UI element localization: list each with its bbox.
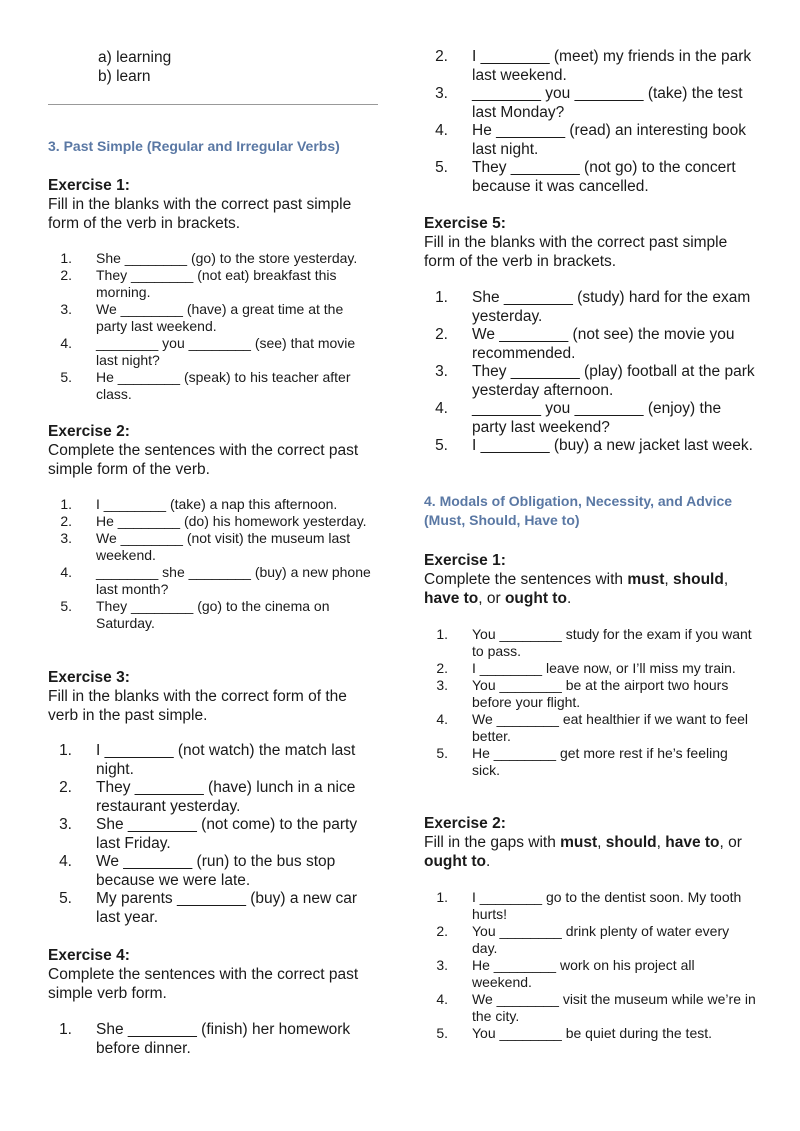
modals-exercise-1-list <box>424 626 758 779</box>
list-item: 2. They ________ (have) lunch in a nice restaurant yesterday. <box>59 779 356 815</box>
modals-exercise-2 <box>424 814 758 871</box>
exercise-1-list <box>48 250 378 403</box>
carry-over-options <box>98 48 171 86</box>
modals-exercise-1 <box>424 551 758 608</box>
list-item: 3. ________ you ________ (take) the test last Monday? <box>435 85 743 121</box>
exercise-instruction: Complete the sentences with must, should, have to, or ought to. <box>424 571 729 607</box>
exercise-instruction: Fill in the blanks with the correct past simple form of the verb in brackets. <box>48 196 352 232</box>
list-item: 1. I ________ go to the dentist soon. My tooth hurts! <box>436 889 742 922</box>
list-item: 1. She ________ (go) to the store yesterday. <box>60 250 358 266</box>
list-item: 4. ________ you ________ (enjoy) the party last weekend? <box>435 400 722 436</box>
list-item: 1. I ________ (take) a nap this afternoon. <box>60 496 338 512</box>
exercise-instruction: Complete the sentences with the correct past simple form of the verb. <box>48 442 359 478</box>
exercise-instruction: Fill in the gaps with must, should, have to, or ought to. <box>424 834 742 870</box>
exercise-heading: Exercise 4: <box>48 947 130 964</box>
list-item: 3. They ________ (play) football at the park yesterday afternoon. <box>435 363 755 399</box>
list-item: 4. ________ she ________ (buy) a new phone last month? <box>60 564 371 597</box>
section-title-modals: 4. Modals of Obligation, Necessity, and Advice (Must, Should, Have to) <box>424 493 733 528</box>
section-title-past-simple: 3. Past Simple (Regular and Irregular Verbs) <box>48 138 340 154</box>
exercise-3-list <box>48 742 378 927</box>
list-item: 2. They ________ (not eat) breakfast this morning. <box>60 267 337 300</box>
list-item: 4. We ________ eat healthier if we want to feel better. <box>436 711 749 744</box>
list-item: 5. He ________ (speak) to his teacher after class. <box>60 369 351 402</box>
exercise-2-list <box>48 496 378 632</box>
exercise-heading: Exercise 1: <box>424 552 506 569</box>
exercise-instruction: Fill in the blanks with the correct past simple form of the verb in brackets. <box>424 234 728 270</box>
exercise-heading: Exercise 5: <box>424 215 506 232</box>
exercise-4-list-continued <box>424 48 758 196</box>
exercise-2 <box>48 422 378 479</box>
list-item: 3. We ________ (have) a great time at the party last weekend. <box>60 301 344 334</box>
list-item: 5. They ________ (not go) to the concert because it was cancelled. <box>435 159 736 195</box>
exercise-heading: Exercise 2: <box>48 423 130 440</box>
list-item: 5. He ________ get more rest if he’s feeling sick. <box>436 745 728 778</box>
list-item: 1. You ________ study for the exam if you want to pass. <box>436 626 752 659</box>
list-item: 3. You ________ be at the airport two hours before your flight. <box>436 677 729 710</box>
section-divider <box>48 104 378 105</box>
modals-exercise-2-list <box>424 889 758 1042</box>
list-item: 4. He ________ (read) an interesting book last night. <box>435 122 747 158</box>
list-item: 2. I ________ leave now, or I’ll miss my train. <box>436 660 736 676</box>
exercise-5 <box>424 214 758 271</box>
list-item: 3. He ________ work on his project all weekend. <box>436 957 695 990</box>
list-item: 3. She ________ (not come) to the party last Friday. <box>59 816 358 852</box>
list-item: 4. We ________ visit the museum while we’re in the city. <box>436 991 756 1024</box>
list-item: 1. She ________ (study) hard for the exam yesterday. <box>435 289 751 325</box>
exercise-heading: Exercise 3: <box>48 669 130 686</box>
list-item: 1. I ________ (not watch) the match last night. <box>59 742 356 778</box>
list-item: 1. She ________ (finish) her homework before dinner. <box>59 1021 351 1057</box>
exercise-heading: Exercise 2: <box>424 815 506 832</box>
exercise-instruction: Complete the sentences with the correct past simple verb form. <box>48 966 359 1002</box>
list-item: 4. ________ you ________ (see) that movie last night? <box>60 335 356 368</box>
list-item: 2. You ________ drink plenty of water every day. <box>436 923 730 956</box>
exercise-4-list <box>48 1021 378 1058</box>
list-item: 4. We ________ (run) to the bus stop because we were late. <box>59 853 336 889</box>
exercise-3 <box>48 668 378 725</box>
option-a: a) learning <box>98 49 172 66</box>
option-b: b) learn <box>98 68 151 85</box>
list-item: 5. I ________ (buy) a new jacket last week. <box>435 437 753 454</box>
list-item: 2. I ________ (meet) my friends in the park last weekend. <box>435 48 752 84</box>
list-item: 5. You ________ be quiet during the test. <box>436 1025 713 1041</box>
exercise-1 <box>48 176 378 233</box>
list-item: 2. He ________ (do) his homework yesterday. <box>60 513 367 529</box>
list-item: 2. We ________ (not see) the movie you recommended. <box>435 326 735 362</box>
list-item: 3. We ________ (not visit) the museum last weekend. <box>60 530 351 563</box>
exercise-instruction: Fill in the blanks with the correct form of the verb in the past simple. <box>48 688 347 724</box>
list-item: 5. They ________ (go) to the cinema on Saturday. <box>60 598 330 631</box>
list-item: 5. My parents ________ (buy) a new car last year. <box>59 890 358 926</box>
exercise-5-list <box>424 289 758 456</box>
exercise-4 <box>48 946 378 1003</box>
exercise-heading: Exercise 1: <box>48 177 130 194</box>
